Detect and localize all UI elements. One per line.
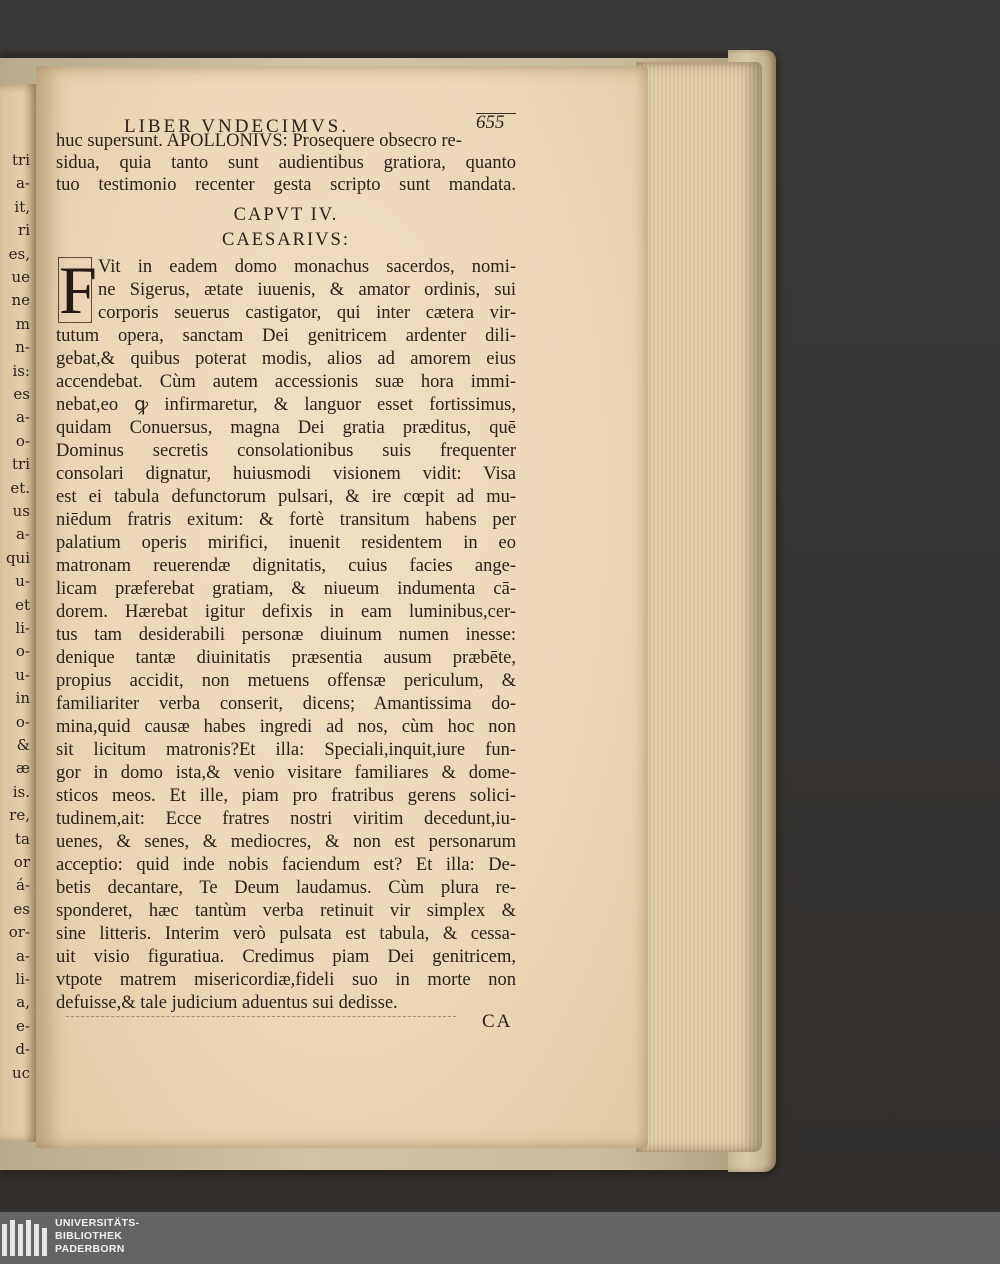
verso-text-fragment: á-	[15, 876, 30, 895]
text-line: betis decantare, Te Deum laudamus. Cùm plura re-	[56, 878, 516, 898]
text-line: sidua, quia tanto sunt audientibus gratiora, quanto	[56, 153, 516, 173]
verso-text-fragment: es	[13, 385, 30, 403]
text-line: sit licitum matronis?Et illa: Speciali,inquit,iure fun-	[56, 740, 516, 760]
text-line: quidam Conuersus, magna Dei gratia præditus, quē	[56, 418, 516, 438]
text-line: mina,quid causæ habes ingredi ad nos, cùm hoc non	[56, 717, 516, 737]
verso-text-fragment: a,	[16, 993, 30, 1012]
verso-text-fragment: it,	[14, 197, 30, 216]
verso-text-fragment: a-	[15, 174, 30, 193]
text-line: sine litteris. Interim verò pulsata est tabula, & cessa-	[56, 924, 516, 944]
verso-text-fragment: &	[16, 736, 30, 754]
library-name-line: BIBLIOTHEK	[55, 1230, 123, 1242]
text-line: defuisse,& tale judicium aduentus sui dedisse.	[56, 993, 398, 1013]
text-line: tus tam desiderabili personæ diuinum numen inesse:	[56, 625, 516, 645]
page-number: 655	[476, 112, 505, 133]
verso-text-fragment: et.	[10, 478, 30, 497]
verso-text-fragment: o-	[15, 712, 30, 731]
text-line: nebat,eo ꝙ infirmaretur, & languor esset fortissimus,	[56, 395, 516, 415]
verso-text-fragment: li-	[15, 619, 30, 637]
text-line: corporis seuerus castigator, qui inter cætera vir-	[98, 303, 516, 323]
verso-text-fragment: ri	[18, 221, 30, 240]
text-line: licam præferebat gratiam, & niueum indumenta cā-	[56, 579, 516, 599]
text-line: palatium operis mirifici, inuenit residentem in eo	[56, 533, 516, 553]
text-line: familiariter verba conserit, dicens; Amantissima do-	[56, 694, 516, 714]
library-name	[55, 1217, 139, 1256]
text-line: Vit in eadem domo monachus sacerdos, nomi-	[98, 257, 516, 277]
verso-text-fragment: e-	[16, 1016, 30, 1035]
recto-page	[36, 66, 648, 1148]
text-line: tutum opera, sanctam Dei genitricem ardenter dili-	[56, 326, 516, 346]
running-head: LIBER VNDECIMVS.	[124, 116, 349, 137]
text-line: gor in domo ista,& venio visitare familiares & dome-	[56, 763, 516, 783]
text-line: tuo testimonio recenter gesta scripto sunt mandata.	[56, 175, 516, 195]
text-line: vtpote matrem misericordiæ,fideli suo in morte non	[56, 970, 516, 990]
library-name-line: UNIVERSITÄTS-	[55, 1217, 140, 1229]
verso-text-fragment: re,	[9, 806, 30, 825]
verso-text-fragment: us	[12, 502, 30, 520]
verso-text-fragment: in	[15, 689, 30, 708]
verso-text-fragment: tri	[12, 455, 30, 474]
verso-text-fragment: et	[15, 595, 30, 614]
verso-text-fragment: ta	[15, 829, 30, 848]
text-line: tudinem,ait: Ecce fratres nostri viritim decedunt,iu-	[56, 809, 516, 829]
verso-page-strip	[0, 84, 40, 1142]
text-line: sponderet, hæc tantùm verba retinuit vir simplex &	[56, 901, 516, 921]
text-line: acceptio: quid inde nobis faciendum est? Et illa: De-	[56, 855, 516, 875]
page-block-edge	[636, 62, 762, 1152]
verso-text-fragment: æ	[15, 759, 30, 778]
verso-text-fragment: m	[15, 314, 30, 333]
verso-text-fragment: a-	[15, 408, 30, 427]
underline-rule	[66, 1016, 456, 1018]
text-line: matronam reuerendæ dignitatis, cuius facies ange-	[56, 556, 516, 576]
verso-text-fragment: u-	[15, 572, 30, 591]
library-name-line: PADERBORN	[55, 1243, 125, 1255]
text-line: dorem. Hærebat igitur defixis in eam luminibus,cer-	[56, 602, 516, 622]
text-line: sticos meos. Et ille, piam pro fratribus gerens solici-	[56, 786, 516, 806]
verso-text-fragment: tri	[12, 151, 30, 169]
text-line: Dominus secretis consolationibus suis frequenter	[56, 441, 516, 461]
text-line: denique tantæ diuinitatis præsentia ausum præbēte,	[56, 648, 516, 668]
verso-text-fragment: a-	[15, 525, 30, 544]
verso-text-fragment: ne	[11, 291, 30, 310]
library-logo-icon	[2, 1220, 48, 1256]
verso-text-fragment: is.	[12, 782, 30, 801]
text-line: niēdum fratris exitum: & fortè transitum habens per	[56, 510, 516, 530]
verso-text-fragment: qui	[5, 548, 30, 567]
text-line: propius accidit, non metuens offensæ periculum, &	[56, 671, 516, 691]
verso-text-fragment: o-	[15, 642, 30, 661]
text-line: accendebat. Cùm autem accessionis suæ hora immi-	[56, 372, 516, 392]
text-line: gebat,& quibus poterat modis, alios ad amorem eius	[56, 349, 516, 369]
verso-text-fragment: or	[13, 853, 30, 871]
speaker-heading: CAESARIVS:	[222, 230, 350, 250]
verso-text-fragment: or-	[8, 923, 30, 942]
verso-text-fragment: es,	[8, 244, 30, 263]
verso-text-fragment: es	[13, 899, 30, 918]
drop-cap-initial: F	[59, 252, 97, 328]
catchword: CA	[482, 1011, 513, 1032]
verso-text-fragment: d-	[15, 1040, 30, 1059]
text-line: ne Sigerus, ætate iuuenis, & amator ordinis, sui	[98, 280, 516, 300]
text-line: uit visio figuratiua. Credimus piam Dei genitricem,	[56, 947, 516, 967]
verso-text-fragment: u-	[15, 665, 30, 684]
verso-text-fragment: o-	[15, 431, 30, 450]
text-line: uenes, & senes, & mediocres, & non est personarum	[56, 832, 516, 852]
text-line: huc supersunt. APOLLONIVS: Prosequere obsecro re-	[56, 131, 462, 151]
library-footer	[0, 1212, 1000, 1264]
verso-text-fragment: a-	[15, 946, 30, 965]
verso-text-fragment: n-	[15, 338, 30, 357]
verso-text-fragment: li-	[15, 970, 30, 988]
text-line: consolari dignatur, huiusmodi visionem vidit: Visa	[56, 464, 516, 484]
verso-text-fragment: is:	[12, 361, 30, 380]
verso-text-fragment: ue	[11, 268, 30, 286]
verso-text-fragment: uc	[11, 1063, 30, 1082]
text-line: est ei tabula defunctorum pulsari, & ire cœpit ad mu-	[56, 487, 516, 507]
chapter-heading: CAPVT IV.	[233, 205, 339, 225]
